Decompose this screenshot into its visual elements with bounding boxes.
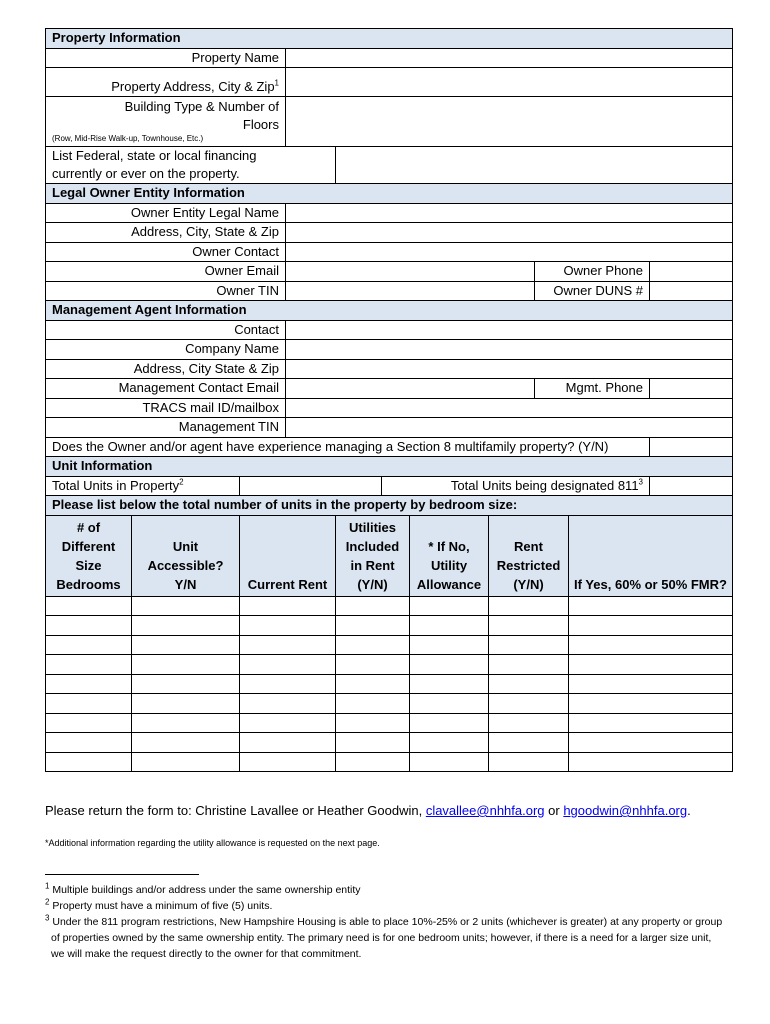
cell-accessible[interactable]: [132, 655, 240, 675]
cell-bedrooms[interactable]: [46, 733, 132, 753]
owner-legal-name-label: Owner Entity Legal Name: [46, 203, 286, 223]
mgmt-phone-field[interactable]: [650, 379, 733, 399]
cell-fmr[interactable]: [569, 713, 733, 733]
cell-bedrooms[interactable]: [46, 616, 132, 636]
footnote-2: $^2$ Property must have a minimum of five (5) units.: [45, 897, 273, 912]
cell-utilities[interactable]: [336, 674, 410, 694]
table-row: [46, 655, 733, 675]
cell-accessible[interactable]: [132, 694, 240, 714]
cell-accessible[interactable]: [132, 733, 240, 753]
owner-duns-field[interactable]: [650, 281, 733, 301]
mgmt-company-field[interactable]: [286, 340, 733, 360]
owner-email-field[interactable]: [286, 262, 535, 282]
table-row: [46, 713, 733, 733]
cell-rent-restricted[interactable]: [489, 616, 569, 636]
unit-section-header: Unit Information: [46, 457, 733, 477]
cell-rent-restricted[interactable]: [489, 733, 569, 753]
footnote-3: $^3$ Under the 811 program restrictions, New Hampshire Housing is able to place 10%-25% or 2 units (whichever is greater) at any property or group of properties owned by the same ownership entity. The primary need is for one bedroom units; however, if there is a need for a larger size unit, we will make the request directly to the owner for that commitment.: [45, 913, 723, 960]
mgmt-phone-label: Mgmt. Phone: [535, 379, 650, 399]
col-current-rent: Current Rent: [240, 515, 336, 596]
experience-question: Does the Owner and/or agent have experience managing a Section 8 multifamily property? (Y/N): [46, 437, 650, 457]
property-address-field[interactable]: [286, 68, 733, 97]
col-accessible: Unit Accessible? Y/N: [132, 515, 240, 596]
cell-bedrooms[interactable]: [46, 713, 132, 733]
cell-utility-allowance[interactable]: [410, 733, 489, 753]
cell-accessible[interactable]: [132, 674, 240, 694]
footnotes: [45, 882, 725, 962]
cell-bedrooms[interactable]: [46, 635, 132, 655]
cell-bedrooms[interactable]: [46, 674, 132, 694]
cell-utilities[interactable]: [336, 752, 410, 772]
form-table: [45, 28, 733, 516]
designated-units-field[interactable]: [650, 476, 733, 496]
cell-fmr[interactable]: [569, 674, 733, 694]
table-row: [46, 674, 733, 694]
col-fmr: If Yes, 60% or 50% FMR?: [569, 515, 733, 596]
experience-field[interactable]: [650, 437, 733, 457]
bedroom-table-body: [46, 596, 733, 772]
cell-current-rent[interactable]: [240, 655, 336, 675]
building-type-field[interactable]: [286, 97, 733, 147]
cell-rent-restricted[interactable]: [489, 655, 569, 675]
cell-bedrooms[interactable]: [46, 694, 132, 714]
owner-section-header: Legal Owner Entity Information: [46, 184, 733, 204]
owner-phone-field[interactable]: [650, 262, 733, 282]
table-row: [46, 694, 733, 714]
cell-current-rent[interactable]: [240, 674, 336, 694]
building-type-hint: (Row, Mid-Rise Walk-up, Townhouse, Etc.): [52, 134, 204, 143]
cell-accessible[interactable]: [132, 596, 240, 616]
owner-contact-label: Owner Contact: [46, 242, 286, 262]
designated-units-label: Total Units being designated $811^3$: [382, 476, 650, 496]
cell-utility-allowance[interactable]: [410, 655, 489, 675]
cell-utilities[interactable]: [336, 596, 410, 616]
management-section-header: Management Agent Information: [46, 301, 733, 321]
cell-fmr[interactable]: [569, 752, 733, 772]
cell-utilities[interactable]: [336, 694, 410, 714]
financing-label: List Federal, state or local financing currently or ever on the property.: [46, 147, 336, 184]
property-section-header: Property Information: [46, 29, 733, 49]
total-units-label: Total Units in Property$^2$: [46, 476, 240, 496]
table-row: [46, 752, 733, 772]
cell-utilities[interactable]: [336, 616, 410, 636]
cell-current-rent[interactable]: [240, 713, 336, 733]
col-utility-allowance: * If No, Utility Allowance: [410, 515, 489, 596]
cell-utilities[interactable]: [336, 655, 410, 675]
cell-utility-allowance[interactable]: [410, 713, 489, 733]
cell-bedrooms[interactable]: [46, 596, 132, 616]
cell-bedrooms[interactable]: [46, 752, 132, 772]
cell-fmr[interactable]: [569, 655, 733, 675]
cell-current-rent[interactable]: [240, 752, 336, 772]
owner-tin-field[interactable]: [286, 281, 535, 301]
cell-current-rent[interactable]: [240, 694, 336, 714]
building-type-label: Building Type & Number of Floors (Row, Mid-Rise Walk-up, Townhouse, Etc.): [46, 97, 286, 147]
cell-utilities[interactable]: [336, 733, 410, 753]
cell-rent-restricted[interactable]: [489, 596, 569, 616]
owner-address-label: Address, City, State & Zip: [46, 223, 286, 243]
cell-utility-allowance[interactable]: [410, 635, 489, 655]
mgmt-contact-field[interactable]: [286, 320, 733, 340]
email-link-hgoodwin[interactable]: hgoodwin@nhhfa.org: [563, 803, 688, 818]
table-row: [46, 635, 733, 655]
return-instructions: Please return the form to: Christine Lavallee or Heather Goodwin, clavallee@nhhfa.org or hgoodwin@nhhfa.org.: [45, 803, 691, 818]
col-bedrooms: # of Different Size Bedrooms: [46, 515, 132, 596]
cell-utilities[interactable]: [336, 713, 410, 733]
cell-rent-restricted[interactable]: [489, 674, 569, 694]
mgmt-company-label: Company Name: [46, 340, 286, 360]
cell-rent-restricted[interactable]: [489, 635, 569, 655]
owner-address-field[interactable]: [286, 223, 733, 243]
owner-duns-label: Owner DUNS #: [535, 281, 650, 301]
cell-utilities[interactable]: [336, 635, 410, 655]
mgmt-email-label: Management Contact Email: [46, 379, 286, 399]
utility-note: *Additional information regarding the utility allowance is requested on the next page.: [45, 838, 380, 848]
cell-utility-allowance[interactable]: [410, 752, 489, 772]
tracs-field[interactable]: [286, 398, 733, 418]
owner-legal-name-field[interactable]: [286, 203, 733, 223]
owner-tin-label: Owner TIN: [46, 281, 286, 301]
cell-utility-allowance[interactable]: [410, 616, 489, 636]
financing-field[interactable]: [336, 147, 733, 184]
property-address-label: Property Address, City & Zip$^1$: [46, 68, 286, 97]
mgmt-tin-field[interactable]: [286, 418, 733, 438]
col-rent-restricted: Rent Restricted (Y/N): [489, 515, 569, 596]
mgmt-contact-label: Contact: [46, 320, 286, 340]
cell-rent-restricted[interactable]: [489, 752, 569, 772]
table-row: [46, 596, 733, 616]
cell-bedrooms[interactable]: [46, 655, 132, 675]
cell-utility-allowance[interactable]: [410, 694, 489, 714]
footnote-divider: [45, 874, 199, 875]
list-instruction: Please list below the total number of units in the property by bedroom size:: [46, 496, 733, 516]
table-row: [46, 616, 733, 636]
cell-fmr[interactable]: [569, 596, 733, 616]
property-name-label: Property Name: [46, 48, 286, 68]
cell-current-rent[interactable]: [240, 635, 336, 655]
col-utilities: Utilities Included in Rent (Y/N): [336, 515, 410, 596]
tracs-label: TRACS mail ID/mailbox: [46, 398, 286, 418]
total-units-field[interactable]: [240, 476, 382, 496]
property-name-field[interactable]: [286, 48, 733, 68]
cell-utility-allowance[interactable]: [410, 674, 489, 694]
email-link-clavallee[interactable]: clavallee@nhhfa.org: [425, 803, 545, 818]
mgmt-email-field[interactable]: [286, 379, 535, 399]
cell-current-rent[interactable]: [240, 616, 336, 636]
cell-fmr[interactable]: [569, 733, 733, 753]
bedroom-table-header: [46, 515, 733, 596]
housing-form: [45, 28, 732, 772]
owner-contact-field[interactable]: [286, 242, 733, 262]
table-row: [46, 733, 733, 753]
mgmt-tin-label: Management TIN: [46, 418, 286, 438]
cell-fmr[interactable]: [569, 616, 733, 636]
cell-rent-restricted[interactable]: [489, 713, 569, 733]
cell-accessible[interactable]: [132, 616, 240, 636]
cell-fmr[interactable]: [569, 694, 733, 714]
cell-rent-restricted[interactable]: [489, 694, 569, 714]
mgmt-address-field[interactable]: [286, 359, 733, 379]
cell-utility-allowance[interactable]: [410, 596, 489, 616]
owner-email-label: Owner Email: [46, 262, 286, 282]
owner-phone-label: Owner Phone: [535, 262, 650, 282]
cell-fmr[interactable]: [569, 635, 733, 655]
cell-accessible[interactable]: [132, 635, 240, 655]
cell-current-rent[interactable]: [240, 596, 336, 616]
bedroom-table: [45, 515, 733, 773]
footnote-1: $^1$ Multiple buildings and/or address under the same ownership entity: [45, 881, 361, 896]
cell-current-rent[interactable]: [240, 733, 336, 753]
cell-accessible[interactable]: [132, 752, 240, 772]
cell-accessible[interactable]: [132, 713, 240, 733]
mgmt-address-label: Address, City State & Zip: [46, 359, 286, 379]
